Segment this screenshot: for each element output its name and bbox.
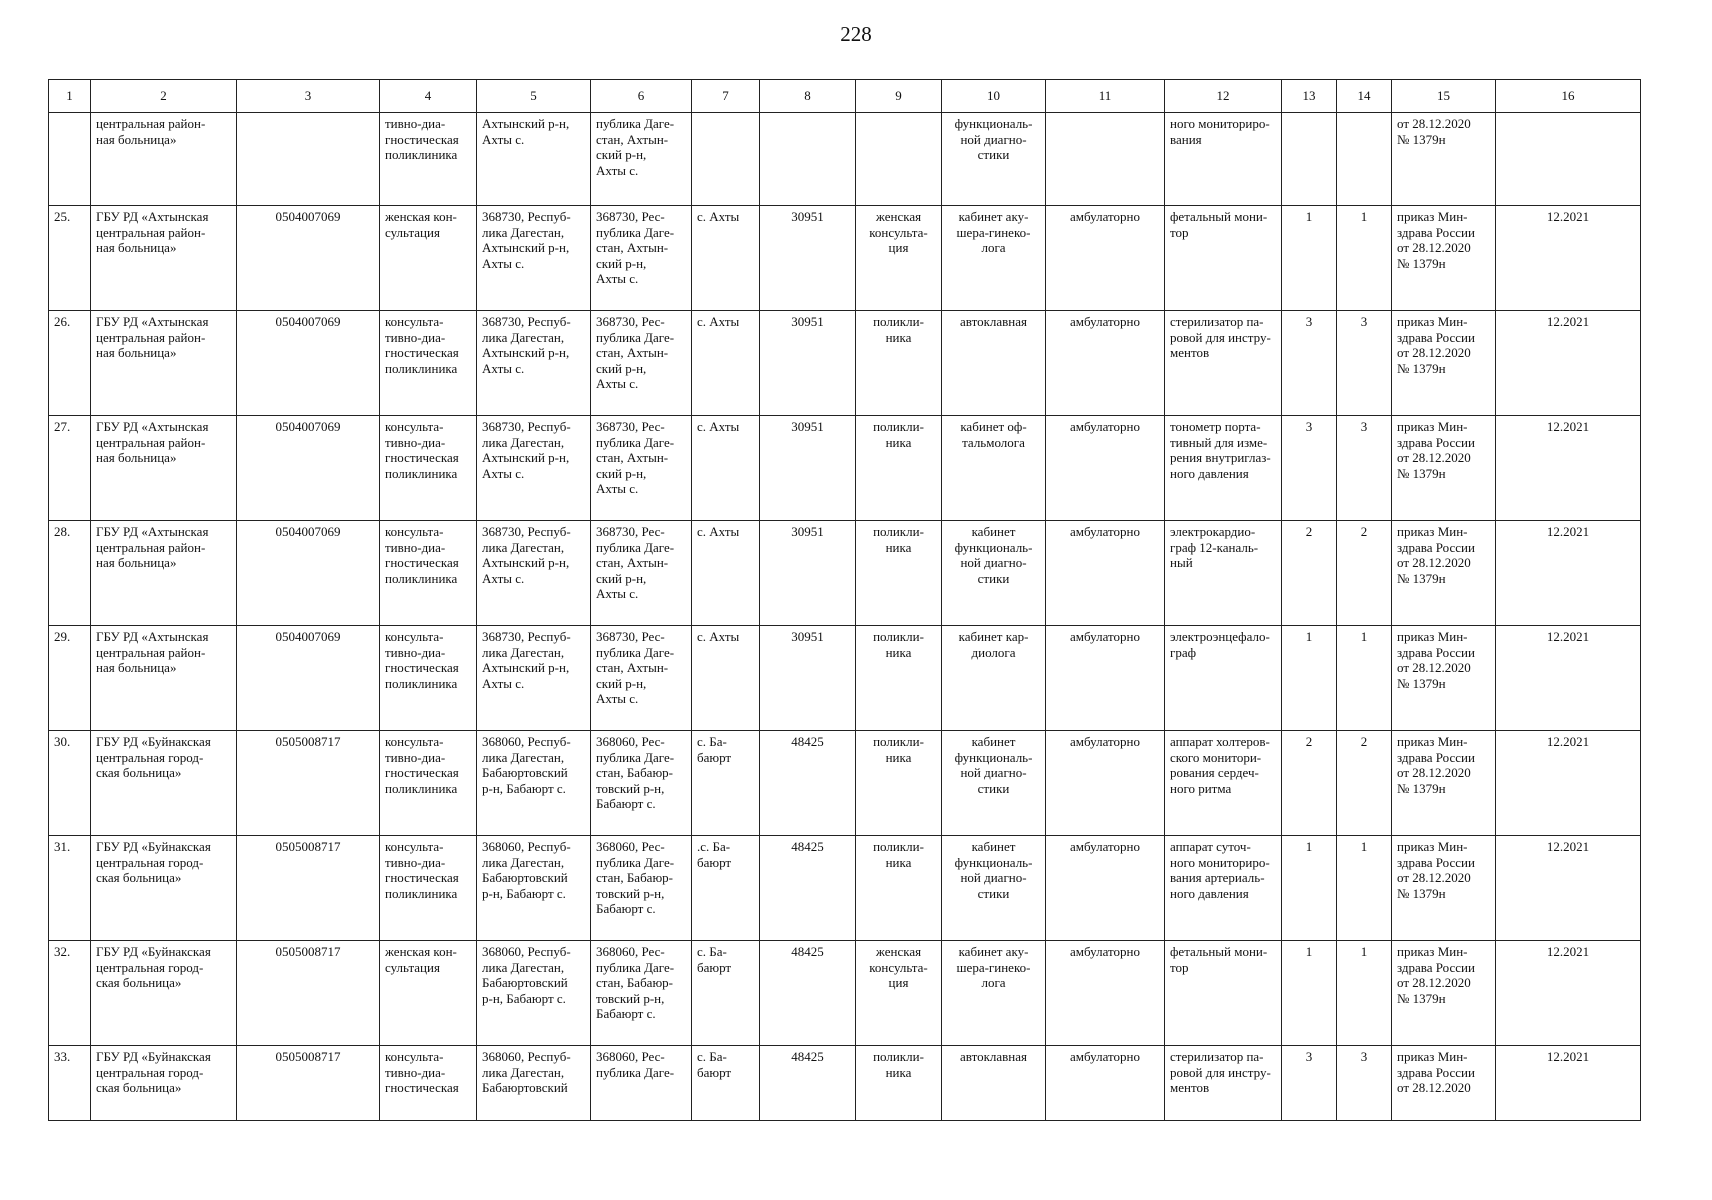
date-cell: 12.2021 [1496,626,1641,731]
date-cell: 12.2021 [1496,311,1641,416]
table-row [49,206,1641,311]
unit-cell: женская консульта- ция [856,941,942,1046]
locality-cell: с. Ахты [692,416,760,521]
quantity-needed-cell: 1 [1337,836,1392,941]
actual-address-cell: 368730, Рес- публика Даге- стан, Ахтын- ский р-н, Ахты с. [591,521,692,626]
equipment-cell: стерилизатор па- ровой для инстру- ментов [1165,1046,1282,1121]
legal-address-cell: Ахтынский р-н, Ахты с. [477,113,591,206]
organization-cell: ГБУ РД «Ахтынская центральная район- ная больница» [91,206,237,311]
actual-address-cell: 368060, Рес- публика Даге- стан, Бабаюр- товский р-н, Бабаюрт с. [591,836,692,941]
date-cell: 12.2021 [1496,416,1641,521]
row-number-cell: 30. [49,731,91,836]
care-mode-cell: амбулаторно [1046,521,1165,626]
order-reference-cell: приказ Мин- здрава России от 28.12.2020 № 1379н [1392,311,1496,416]
room-cell: функциональ- ной диагно- стики [942,113,1046,206]
legal-address-cell: 368060, Респуб- лика Дагестан, Бабаюртовский [477,1046,591,1121]
quantity-cell: 1 [1282,941,1337,1046]
locality-cell: с. Ба- баюрт [692,1046,760,1121]
organization-cell: ГБУ РД «Ахтынская центральная район- ная больница» [91,521,237,626]
care-mode-cell [1046,113,1165,206]
locality-code-cell: 30951 [760,521,856,626]
care-mode-cell: амбулаторно [1046,941,1165,1046]
equipment-table [48,79,1641,1121]
locality-cell: с. Ахты [692,521,760,626]
column-header: 3 [237,80,380,113]
locality-code-cell: 30951 [760,416,856,521]
quantity-needed-cell: 3 [1337,1046,1392,1121]
unit-cell: поликли- ника [856,521,942,626]
actual-address-cell: 368060, Рес- публика Даге- стан, Бабаюр- товский р-н, Бабаюрт с. [591,941,692,1046]
equipment-cell: аппарат холтеров- ского монитори- рования сердеч- ного ритма [1165,731,1282,836]
division-type-cell: консульта- тивно-диа- гностическая [380,1046,477,1121]
division-type-cell: консульта- тивно-диа- гностическая поликлиника [380,731,477,836]
table-row [49,416,1641,521]
column-number-row [49,80,1641,113]
table-row [49,1046,1641,1121]
organization-cell: ГБУ РД «Буйнакская центральная город- ская больница» [91,941,237,1046]
order-reference-cell: от 28.12.2020 № 1379н [1392,113,1496,206]
quantity-cell: 1 [1282,206,1337,311]
legal-address-cell: 368730, Респуб- лика Дагестан, Ахтынский р-н, Ахты с. [477,521,591,626]
division-type-cell: консульта- тивно-диа- гностическая поликлиника [380,626,477,731]
locality-cell: с. Ахты [692,206,760,311]
row-number-cell: 25. [49,206,91,311]
column-header: 1 [49,80,91,113]
order-reference-cell: приказ Мин- здрава России от 28.12.2020 № 1379н [1392,941,1496,1046]
organization-cell: ГБУ РД «Ахтынская центральная район- ная больница» [91,416,237,521]
locality-cell [692,113,760,206]
actual-address-cell: 368730, Рес- публика Даге- стан, Ахтын- ский р-н, Ахты с. [591,416,692,521]
row-number-cell: 28. [49,521,91,626]
locality-cell: с. Ба- баюрт [692,731,760,836]
page-number: 228 [840,22,872,46]
locality-cell: с. Ба- баюрт [692,941,760,1046]
column-header: 8 [760,80,856,113]
room-cell: автоклавная [942,311,1046,416]
row-number-cell [49,113,91,206]
quantity-needed-cell: 1 [1337,206,1392,311]
organization-cell: ГБУ РД «Буйнакская центральная город- ская больница» [91,1046,237,1121]
locality-code-cell: 30951 [760,626,856,731]
legal-address-cell: 368060, Респуб- лика Дагестан, Бабаюртовский р-н, Бабаюрт с. [477,941,591,1046]
equipment-cell: ного мониториро- вания [1165,113,1282,206]
column-header: 15 [1392,80,1496,113]
legal-address-cell: 368730, Респуб- лика Дагестан, Ахтынский р-н, Ахты с. [477,206,591,311]
care-mode-cell: амбулаторно [1046,416,1165,521]
inn-cell: 0504007069 [237,206,380,311]
legal-address-cell: 368730, Респуб- лика Дагестан, Ахтынский р-н, Ахты с. [477,311,591,416]
table-row [49,836,1641,941]
inn-cell: 0505008717 [237,1046,380,1121]
room-cell: кабинет аку- шера-гинеко- лога [942,206,1046,311]
locality-code-cell: 48425 [760,1046,856,1121]
equipment-cell: аппарат суточ- ного мониториро- вания артериаль- ного давления [1165,836,1282,941]
equipment-cell: стерилизатор па- ровой для инстру- ментов [1165,311,1282,416]
unit-cell [856,113,942,206]
actual-address-cell: 368730, Рес- публика Даге- стан, Ахтын- ский р-н, Ахты с. [591,206,692,311]
column-header: 7 [692,80,760,113]
quantity-needed-cell: 2 [1337,731,1392,836]
room-cell: автоклавная [942,1046,1046,1121]
equipment-cell: тонометр порта- тивный для изме- рения внутриглаз- ного давления [1165,416,1282,521]
quantity-needed-cell: 3 [1337,311,1392,416]
quantity-needed-cell [1337,113,1392,206]
table-row [49,311,1641,416]
table-row [49,941,1641,1046]
care-mode-cell: амбулаторно [1046,311,1165,416]
division-type-cell: тивно-диа- гностическая поликлиника [380,113,477,206]
quantity-cell: 3 [1282,1046,1337,1121]
table-row [49,113,1641,206]
inn-cell: 0505008717 [237,941,380,1046]
quantity-needed-cell: 1 [1337,626,1392,731]
column-header: 2 [91,80,237,113]
actual-address-cell: 368730, Рес- публика Даге- стан, Ахтын- ский р-н, Ахты с. [591,626,692,731]
column-header: 5 [477,80,591,113]
organization-cell: центральная район- ная больница» [91,113,237,206]
division-type-cell: консульта- тивно-диа- гностическая поликлиника [380,416,477,521]
actual-address-cell: 368730, Рес- публика Даге- стан, Ахтын- ский р-н, Ахты с. [591,311,692,416]
room-cell: кабинет функциональ- ной диагно- стики [942,836,1046,941]
table-row [49,626,1641,731]
date-cell: 12.2021 [1496,206,1641,311]
column-header: 14 [1337,80,1392,113]
room-cell: кабинет оф- тальмолога [942,416,1046,521]
unit-cell: поликли- ника [856,311,942,416]
quantity-needed-cell: 1 [1337,941,1392,1046]
inn-cell [237,113,380,206]
unit-cell: поликли- ника [856,626,942,731]
legal-address-cell: 368730, Респуб- лика Дагестан, Ахтынский р-н, Ахты с. [477,416,591,521]
actual-address-cell: публика Даге- стан, Ахтын- ский р-н, Ахты с. [591,113,692,206]
quantity-cell: 3 [1282,311,1337,416]
order-reference-cell: приказ Мин- здрава России от 28.12.2020 № 1379н [1392,206,1496,311]
quantity-cell: 2 [1282,521,1337,626]
locality-code-cell: 48425 [760,836,856,941]
division-type-cell: консульта- тивно-диа- гностическая поликлиника [380,836,477,941]
organization-cell: ГБУ РД «Буйнакская центральная город- ская больница» [91,836,237,941]
row-number-cell: 27. [49,416,91,521]
column-header: 13 [1282,80,1337,113]
order-reference-cell: приказ Мин- здрава России от 28.12.2020 № 1379н [1392,626,1496,731]
unit-cell: поликли- ника [856,731,942,836]
order-reference-cell: приказ Мин- здрава России от 28.12.2020 № 1379н [1392,521,1496,626]
column-header: 12 [1165,80,1282,113]
quantity-needed-cell: 2 [1337,521,1392,626]
inn-cell: 0504007069 [237,521,380,626]
unit-cell: женская консульта- ция [856,206,942,311]
legal-address-cell: 368060, Респуб- лика Дагестан, Бабаюртовский р-н, Бабаюрт с. [477,836,591,941]
care-mode-cell: амбулаторно [1046,626,1165,731]
row-number-cell: 26. [49,311,91,416]
column-header: 4 [380,80,477,113]
care-mode-cell: амбулаторно [1046,836,1165,941]
equipment-cell: электроэнцефало- граф [1165,626,1282,731]
actual-address-cell: 368060, Рес- публика Даге- [591,1046,692,1121]
equipment-cell: фетальный мони- тор [1165,941,1282,1046]
order-reference-cell: приказ Мин- здрава России от 28.12.2020 [1392,1046,1496,1121]
locality-code-cell [760,113,856,206]
room-cell: кабинет функциональ- ной диагно- стики [942,521,1046,626]
locality-cell: .с. Ба- баюрт [692,836,760,941]
division-type-cell: женская кон- сультация [380,206,477,311]
quantity-cell [1282,113,1337,206]
care-mode-cell: амбулаторно [1046,1046,1165,1121]
quantity-needed-cell: 3 [1337,416,1392,521]
organization-cell: ГБУ РД «Ахтынская центральная район- ная больница» [91,626,237,731]
quantity-cell: 3 [1282,416,1337,521]
locality-cell: с. Ахты [692,626,760,731]
equipment-cell: фетальный мони- тор [1165,206,1282,311]
table-row [49,521,1641,626]
date-cell: 12.2021 [1496,521,1641,626]
legal-address-cell: 368730, Респуб- лика Дагестан, Ахтынский р-н, Ахты с. [477,626,591,731]
quantity-cell: 1 [1282,836,1337,941]
unit-cell: поликли- ника [856,1046,942,1121]
inn-cell: 0504007069 [237,311,380,416]
legal-address-cell: 368060, Респуб- лика Дагестан, Бабаюртовский р-н, Бабаюрт с. [477,731,591,836]
room-cell: кабинет кар- диолога [942,626,1046,731]
date-cell: 12.2021 [1496,941,1641,1046]
column-header: 10 [942,80,1046,113]
column-header: 11 [1046,80,1165,113]
division-type-cell: консульта- тивно-диа- гностическая поликлиника [380,521,477,626]
table-row [49,731,1641,836]
room-cell: кабинет аку- шера-гинеко- лога [942,941,1046,1046]
locality-code-cell: 30951 [760,311,856,416]
room-cell: кабинет функциональ- ной диагно- стики [942,731,1046,836]
division-type-cell: консульта- тивно-диа- гностическая поликлиника [380,311,477,416]
quantity-cell: 1 [1282,626,1337,731]
row-number-cell: 33. [49,1046,91,1121]
locality-code-cell: 30951 [760,206,856,311]
column-header: 6 [591,80,692,113]
actual-address-cell: 368060, Рес- публика Даге- стан, Бабаюр- товский р-н, Бабаюрт с. [591,731,692,836]
column-header: 9 [856,80,942,113]
division-type-cell: женская кон- сультация [380,941,477,1046]
row-number-cell: 29. [49,626,91,731]
order-reference-cell: приказ Мин- здрава России от 28.12.2020 № 1379н [1392,416,1496,521]
care-mode-cell: амбулаторно [1046,731,1165,836]
date-cell: 12.2021 [1496,1046,1641,1121]
organization-cell: ГБУ РД «Буйнакская центральная город- ская больница» [91,731,237,836]
care-mode-cell: амбулаторно [1046,206,1165,311]
date-cell [1496,113,1641,206]
date-cell: 12.2021 [1496,836,1641,941]
inn-cell: 0504007069 [237,416,380,521]
column-header: 16 [1496,80,1641,113]
inn-cell: 0505008717 [237,836,380,941]
row-number-cell: 31. [49,836,91,941]
inn-cell: 0504007069 [237,626,380,731]
unit-cell: поликли- ника [856,836,942,941]
date-cell: 12.2021 [1496,731,1641,836]
order-reference-cell: приказ Мин- здрава России от 28.12.2020 № 1379н [1392,731,1496,836]
order-reference-cell: приказ Мин- здрава России от 28.12.2020 № 1379н [1392,836,1496,941]
locality-code-cell: 48425 [760,941,856,1046]
organization-cell: ГБУ РД «Ахтынская центральная район- ная больница» [91,311,237,416]
locality-cell: с. Ахты [692,311,760,416]
inn-cell: 0505008717 [237,731,380,836]
unit-cell: поликли- ника [856,416,942,521]
row-number-cell: 32. [49,941,91,1046]
locality-code-cell: 48425 [760,731,856,836]
quantity-cell: 2 [1282,731,1337,836]
equipment-cell: электрокардио- граф 12-каналь- ный [1165,521,1282,626]
